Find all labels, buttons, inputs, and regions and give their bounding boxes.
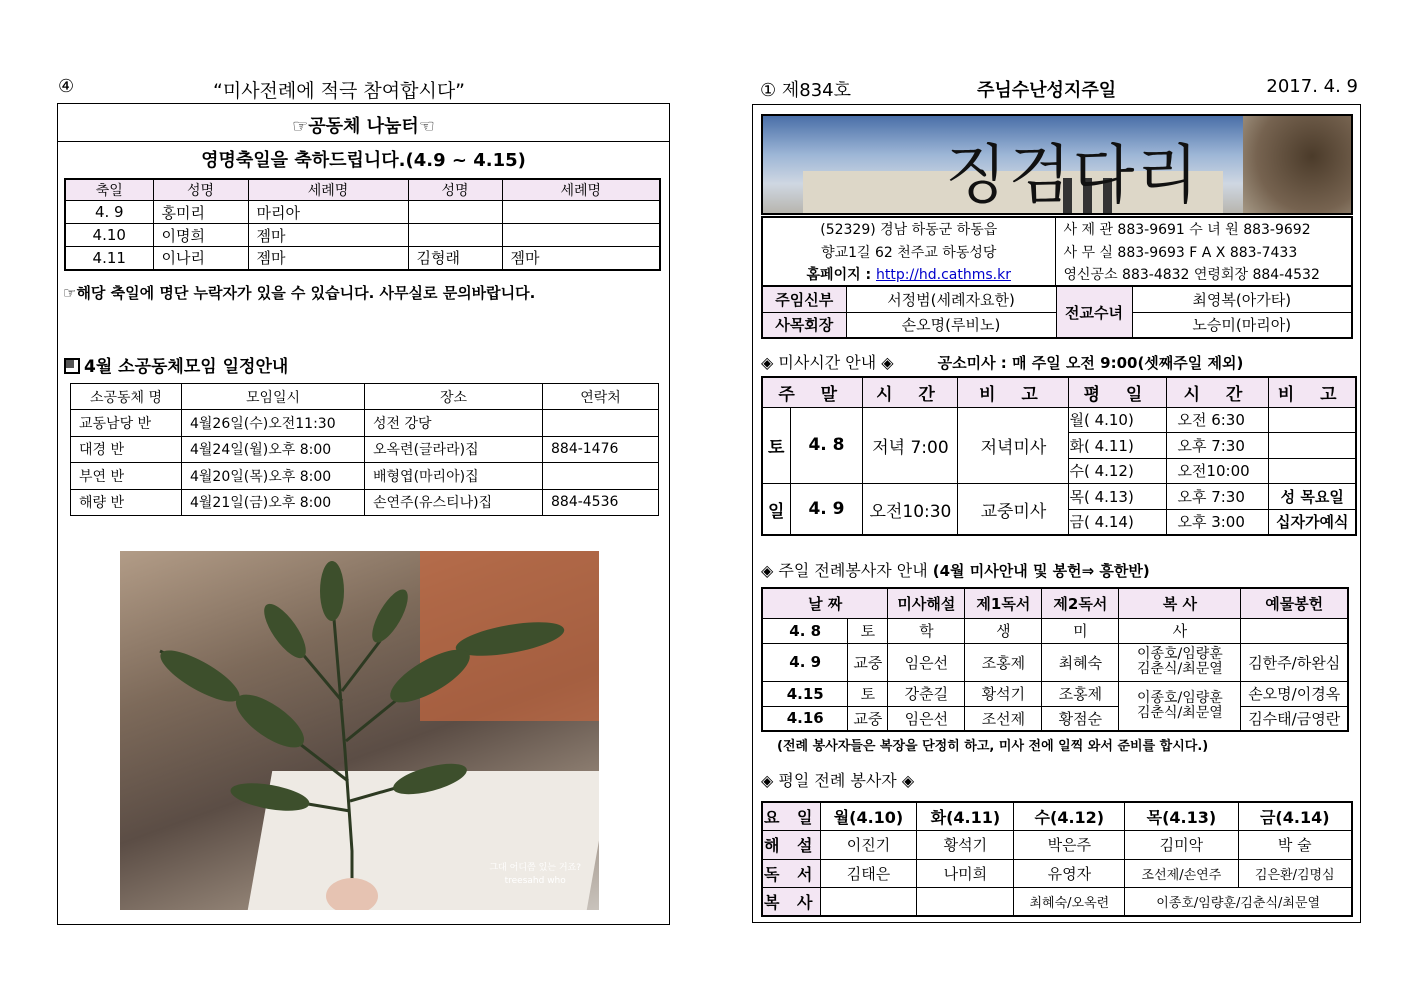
sunday-servers-table — [761, 587, 1349, 732]
cedar-branch-icon — [120, 551, 599, 910]
cell: 유영자 — [1014, 859, 1125, 888]
page-number: ④ — [58, 76, 75, 97]
left-page-box — [57, 103, 670, 925]
altar-servers-line: 이종호/임량훈 — [1136, 646, 1223, 662]
cell: 강춘길 — [888, 681, 965, 706]
cell: 최혜숙/오옥련 — [1014, 888, 1125, 917]
weekend-day: 일 — [762, 484, 790, 535]
council-name: 손오명(루비노) — [846, 312, 1056, 338]
col-header: 요 일 — [762, 802, 820, 831]
mission-sister-label: 전교수녀 — [1056, 286, 1132, 338]
cell: 김수태/금영란 — [1241, 706, 1348, 731]
col-header: 시 간 — [863, 377, 958, 407]
weekday-note — [1269, 407, 1356, 433]
cell: 황점순 — [1042, 706, 1119, 731]
feast-table — [64, 178, 661, 271]
cell: 4.11 — [65, 247, 153, 270]
col-header: 세례명 — [248, 179, 408, 201]
cell: 이명희 — [153, 224, 248, 247]
phone-line: 사 무 실 883-9693 F A X 883-7433 — [1063, 244, 1298, 261]
cell: 사 — [1119, 618, 1241, 643]
cell: 황석기 — [965, 681, 1042, 706]
cell: 성전 강당 — [365, 410, 543, 437]
cell: 생 — [965, 618, 1042, 643]
cell: 김미악 — [1125, 831, 1238, 860]
weekday-note: 십자가예식 — [1269, 509, 1356, 535]
cell: 학 — [888, 618, 965, 643]
cell: 부연 반 — [71, 463, 182, 490]
mass-time-title: ◈ 미사시간 안내 ◈ — [761, 353, 894, 372]
weekday-time: 오후 7:30 — [1167, 484, 1269, 510]
table-row — [762, 681, 1348, 706]
cell: 조홍제 — [965, 643, 1042, 681]
address-line: (52329) 경남 하동군 하동읍 — [762, 217, 1055, 240]
altar-servers — [1119, 681, 1241, 731]
table-row — [65, 247, 660, 270]
mass-schedule-table — [761, 376, 1357, 536]
serv-date: 4. 9 — [762, 643, 848, 681]
col-header: 미사해설 — [888, 588, 965, 618]
pastor-name: 서정범(세례자요한) — [846, 286, 1056, 312]
cell: 김형래 — [408, 247, 502, 270]
sunday-servers-title: ◈ 주일 전례봉사자 안내 — [761, 561, 933, 580]
cell: 대경 반 — [71, 436, 182, 463]
table-row — [71, 410, 659, 437]
cell: 이진기 — [820, 831, 917, 860]
servers-note: (전례 봉사자들은 복장을 단정히 하고, 미사 전에 일찍 와서 준비를 합시다.) — [777, 739, 1209, 754]
weekend-date: 4. 8 — [790, 407, 863, 484]
cell: 김한주/하완심 — [1241, 643, 1348, 681]
table-header-row — [65, 179, 660, 201]
col-header: 세례명 — [502, 179, 660, 201]
weekday-servers-table — [761, 801, 1353, 917]
homepage-line — [762, 263, 1055, 286]
sister-name: 노승미(마리아) — [1132, 312, 1352, 338]
cell: 젬마 — [248, 224, 408, 247]
cell — [820, 888, 917, 917]
sunday-servers-heading — [761, 558, 1150, 581]
meeting-title-text: 4월 소공동체모임 일정안내 — [84, 357, 289, 377]
table-header-row — [762, 588, 1348, 618]
col-header: 평 일 — [1069, 377, 1167, 407]
cell: 교동남당 반 — [71, 410, 182, 437]
right-page-header — [760, 76, 1358, 102]
altar-servers — [1119, 643, 1241, 681]
row-label: 복 사 — [762, 888, 820, 917]
cell — [502, 201, 660, 224]
table-row — [762, 831, 1352, 860]
col-header: 장소 — [365, 384, 543, 410]
table-row — [762, 618, 1348, 643]
altar-servers-line: 김춘식/최문열 — [1136, 661, 1223, 677]
motto: “미사전례에 적극 참여합시다” — [213, 80, 466, 102]
cell: 4. 9 — [65, 201, 153, 224]
weekend-time: 오전10:30 — [863, 484, 958, 535]
col-header: 모임일시 — [182, 384, 365, 410]
weekday-day: 금( 4.14) — [1069, 509, 1167, 535]
cell: 박은주 — [1014, 831, 1125, 860]
col-header: 제1독서 — [965, 588, 1042, 618]
table-row — [762, 643, 1348, 681]
cell: 황석기 — [917, 831, 1014, 860]
altar-servers-line: 이종호/임량훈 — [1136, 689, 1223, 706]
table-row — [65, 224, 660, 247]
table-header-row — [762, 802, 1352, 831]
table-row — [762, 888, 1352, 917]
serv-date: 4.15 — [762, 681, 848, 706]
col-header: 복 사 — [1119, 588, 1241, 618]
weekend-note: 교중미사 — [958, 484, 1069, 535]
col-header: 예물봉헌 — [1241, 588, 1348, 618]
cell: 나미희 — [917, 859, 1014, 888]
cell: 4월24일(월)오후 8:00 — [182, 436, 365, 463]
bulletin-name: 징검다리 — [945, 139, 1201, 213]
feast-notice: ☞해당 축일에 명단 누락자가 있을 수 있습니다. 사무실로 문의바랍니다. — [63, 284, 536, 302]
cell: 박 술 — [1238, 831, 1352, 860]
table-header-row — [762, 377, 1356, 407]
phone-line: 영신공소 883-4832 연령회장 884-4532 — [1063, 267, 1320, 283]
info-row — [762, 217, 1352, 240]
cell: 임은선 — [888, 643, 965, 681]
col-header: 시 간 — [1167, 377, 1269, 407]
col-header: 금(4.14) — [1238, 802, 1352, 831]
serv-date: 4.16 — [762, 706, 848, 731]
row-label: 해 설 — [762, 831, 820, 860]
cell: 4월20일(목)오후 8:00 — [182, 463, 365, 490]
col-header: 연락처 — [543, 384, 659, 410]
weekday-time: 오후 3:00 — [1167, 509, 1269, 535]
cell: 미 — [1042, 618, 1119, 643]
serv-date: 4. 8 — [762, 618, 848, 643]
divider — [57, 141, 670, 142]
cell: 젬마 — [502, 247, 660, 270]
cell: 이나리 — [153, 247, 248, 270]
tree-image — [1243, 116, 1353, 215]
cell: 최혜숙 — [1042, 643, 1119, 681]
serv-day: 토 — [848, 681, 888, 706]
feast-day: 주님수난성지주일 — [977, 80, 1117, 101]
right-page-box — [752, 104, 1361, 923]
photo-caption-line: treesahd who — [504, 876, 566, 886]
serv-day: 교중 — [848, 706, 888, 731]
cell: 마리아 — [248, 201, 408, 224]
altar-servers-line: 김춘식/최문열 — [1136, 704, 1223, 721]
weekday-day: 수( 4.12) — [1069, 458, 1167, 484]
homepage-label: 홈페이지 : — [806, 267, 876, 283]
cell: 젬마 — [248, 247, 408, 270]
col-header: 월(4.10) — [820, 802, 917, 831]
weekday-time: 오전10:00 — [1167, 458, 1269, 484]
square-bullet-icon — [64, 358, 80, 374]
table-row — [762, 407, 1356, 433]
staff-table — [761, 285, 1353, 339]
col-header: 제2독서 — [1042, 588, 1119, 618]
cell: 임은선 — [888, 706, 965, 731]
weekend-date: 4. 9 — [790, 484, 863, 535]
community-section-title: ☞공동체 나눔터☜ — [292, 116, 435, 137]
cell: 조선제/손연주 — [1125, 859, 1238, 888]
cell — [502, 224, 660, 247]
cell — [408, 224, 502, 247]
weekday-time: 오전 6:30 — [1167, 407, 1269, 433]
cell: 김은환/김명심 — [1238, 859, 1352, 888]
cell: 이종호/임량훈/김춘식/최문열 — [1125, 888, 1352, 917]
cell — [1241, 618, 1348, 643]
col-header: 목(4.13) — [1125, 802, 1238, 831]
cedar-branch-photo — [120, 551, 599, 910]
col-header: 축일 — [65, 179, 153, 201]
cell: 손연주(유스티나)집 — [365, 489, 543, 516]
cell — [917, 888, 1014, 917]
col-header: 날 짜 — [762, 588, 888, 618]
info-row — [762, 240, 1352, 263]
col-header: 성명 — [153, 179, 248, 201]
serv-day: 교중 — [848, 643, 888, 681]
col-header: 화(4.11) — [917, 802, 1014, 831]
weekday-day: 목( 4.13) — [1069, 484, 1167, 510]
issue-number: ① 제834호 — [760, 80, 851, 101]
contact-info — [761, 216, 1353, 287]
col-header: 주 말 — [762, 377, 863, 407]
meeting-title — [64, 352, 288, 377]
council-label: 사목회장 — [762, 312, 846, 338]
weekday-time: 오후 7:30 — [1167, 433, 1269, 459]
photo-caption — [489, 862, 581, 888]
cell: 김태은 — [820, 859, 917, 888]
issue-date: 2017. 4. 9 — [1266, 76, 1358, 97]
feast-title: 영명축일을 축하드립니다.(4.9 ~ 4.15) — [201, 150, 526, 171]
cell: 조선제 — [965, 706, 1042, 731]
cell: 4월21일(금)오후 8:00 — [182, 489, 365, 516]
info-row — [762, 263, 1352, 286]
pastor-label: 주임신부 — [762, 286, 846, 312]
cell: 배형엽(마리아)집 — [365, 463, 543, 490]
col-header: 성명 — [408, 179, 502, 201]
cell: 4.10 — [65, 224, 153, 247]
weekend-time: 저녁 7:00 — [863, 407, 958, 484]
table-row — [762, 706, 1348, 731]
weekday-note — [1269, 433, 1356, 459]
col-header: 소공동체 명 — [71, 384, 182, 410]
col-header: 비 고 — [958, 377, 1069, 407]
table-row — [71, 463, 659, 490]
cell: 해량 반 — [71, 489, 182, 516]
weekday-servers-title: ◈ 평일 전례 봉사자 ◈ — [761, 771, 915, 790]
table-header-row — [71, 384, 659, 410]
serv-day: 토 — [848, 618, 888, 643]
row-label: 독 서 — [762, 859, 820, 888]
weekend-day: 토 — [762, 407, 790, 484]
address-line: 향교1길 62 천주교 하동성당 — [762, 240, 1055, 263]
table-row — [71, 489, 659, 516]
cell — [543, 463, 659, 490]
cell: 손오명/이경옥 — [1241, 681, 1348, 706]
sunday-servers-sub: (4월 미사안내 및 봉헌⇒ 흥한반) — [932, 562, 1150, 580]
photo-caption-line: 그대 어디쯤 있는 거죠? — [489, 863, 581, 873]
phone-line: 사 제 관 883-9691 수 녀 원 883-9692 — [1063, 222, 1311, 238]
cell: 4월26일(수)오전11:30 — [182, 410, 365, 437]
weekday-note — [1269, 458, 1356, 484]
table-row — [71, 436, 659, 463]
mission-mass-note: 공소미사 : 매 주일 오전 9:00(셋째주일 제외) — [937, 354, 1244, 372]
homepage-link[interactable]: http://hd.cathms.kr — [875, 267, 1011, 283]
table-row — [762, 286, 1352, 312]
cell: 884-4536 — [543, 489, 659, 516]
weekday-day: 화( 4.11) — [1069, 433, 1167, 459]
table-row — [762, 484, 1356, 510]
weekend-note: 저녁미사 — [958, 407, 1069, 484]
cell: 오옥련(글라라)집 — [365, 436, 543, 463]
left-page-header — [58, 76, 670, 102]
masthead-banner — [761, 114, 1353, 215]
cell: 884-1476 — [543, 436, 659, 463]
cell — [408, 201, 502, 224]
weekday-note: 성 목요일 — [1269, 484, 1356, 510]
cell: 조홍제 — [1042, 681, 1119, 706]
cell — [543, 410, 659, 437]
table-row — [762, 859, 1352, 888]
weekday-day: 월( 4.10) — [1069, 407, 1167, 433]
meeting-table — [70, 383, 659, 516]
table-row — [65, 201, 660, 224]
cell: 홍미리 — [153, 201, 248, 224]
sister-name: 최영복(아가타) — [1132, 286, 1352, 312]
mass-time-heading — [761, 350, 1243, 373]
col-header: 비 고 — [1269, 377, 1356, 407]
col-header: 수(4.12) — [1014, 802, 1125, 831]
